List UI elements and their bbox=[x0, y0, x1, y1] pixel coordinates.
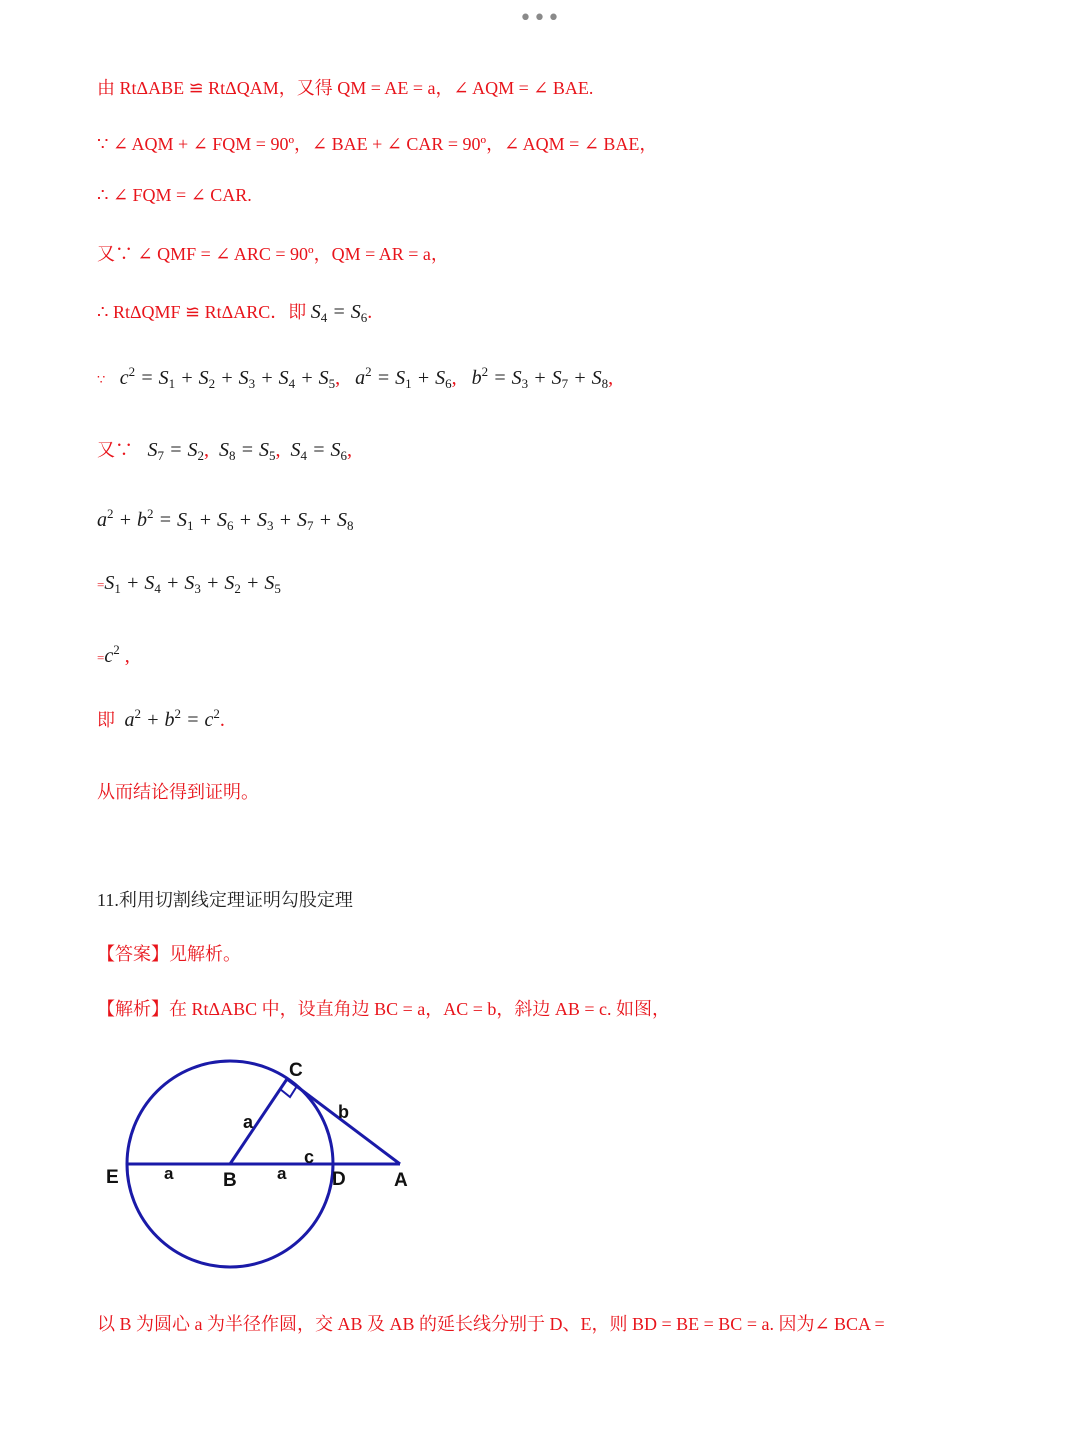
more-dots-icon[interactable]: ••• bbox=[519, 6, 561, 31]
label-c-point: C bbox=[289, 1060, 303, 1081]
because-symbol: ∵ bbox=[97, 372, 106, 387]
proof-line-5 bbox=[97, 298, 372, 326]
label-a-side-bc: a bbox=[243, 1112, 254, 1132]
construction-line: 以 B 为圆心 a 为半径作圆，交 AB 及 AB 的延长线分别于 D、E，则 BD = BE = BC = a. 因为∠ BCA = bbox=[97, 1314, 885, 1334]
label-b-side: b bbox=[338, 1102, 349, 1122]
label-d-point: D bbox=[332, 1169, 346, 1190]
segment-bc bbox=[230, 1079, 287, 1164]
again-because: 又∵ bbox=[97, 440, 133, 460]
proof-line-4: 又∵ ∠ QMF = ∠ ARC = 90º，QM = AR = a， bbox=[97, 244, 449, 264]
label-b-point: B bbox=[223, 1170, 237, 1191]
label-a-eb: a bbox=[164, 1164, 174, 1183]
proof-line-11 bbox=[97, 706, 225, 732]
proof-line-9 bbox=[97, 572, 281, 597]
proof-line-10 bbox=[97, 642, 130, 668]
label-c-side: c bbox=[304, 1147, 315, 1167]
label-e-point: E bbox=[106, 1167, 119, 1188]
proof-line-2: ∵ ∠ AQM + ∠ FQM = 90º，∠ BAE + ∠ CAR = 90º，∠ AQM = ∠ BAE， bbox=[97, 134, 658, 154]
proof-line-7 bbox=[97, 436, 352, 464]
label-a-point: A bbox=[394, 1170, 408, 1191]
congruence-conclusion: ∴ RtΔQMF ≌ RtΔARC．即 bbox=[97, 302, 307, 322]
equation-area-equalities: $S_7 = S_2$, $S_8 = S_5$, $S_4 = S_6$, bbox=[137, 439, 352, 463]
equation-substituted-sum: $S_1 + S_4 + S_3 + S_2 + S_5$ bbox=[104, 572, 281, 596]
equation-pythagorean: $a^2 + b^2 = c^2$. bbox=[119, 706, 225, 731]
answer-line: 【答案】见解析。 bbox=[97, 944, 241, 964]
analysis-line: 【解析】在 RtΔABC 中，设直角边 BC = a，AC = b，斜边 AB = c. 如图， bbox=[97, 999, 671, 1019]
proof-line-6 bbox=[97, 364, 613, 392]
label-a-bd: a bbox=[277, 1164, 287, 1183]
equation-c-squared: $c^2 = S_1 + S_2 + S_3 + S_4 + S_5$, $a^2 = S_1 + S_6$, $b^2 = S_3 + S_7 + S_8$, bbox=[109, 364, 614, 391]
proof-line-8 bbox=[97, 506, 354, 534]
equation-s4-s6: $S_4 = S_6$. bbox=[310, 301, 373, 325]
conclusion-line: 从而结论得到证明。 bbox=[97, 782, 259, 802]
proof-line-1: 由 RtΔABE ≌ RtΔQAM，又得 QM = AE = a，∠ AQM = ∠ BAE. bbox=[97, 78, 594, 98]
namely-word: 即 bbox=[97, 710, 115, 730]
proof-line-3: ∴ ∠ FQM = ∠ CAR. bbox=[97, 185, 252, 205]
question-11-title: 11.利用切割线定理证明勾股定理 bbox=[97, 890, 353, 910]
equals-symbol: = bbox=[97, 577, 105, 592]
equation-c-squared-result: $c^2$ , bbox=[104, 642, 130, 667]
circle-tangent-figure bbox=[98, 1052, 428, 1274]
equation-a2-b2-sum: $a^2 + b^2 = S_1 + S_6 + S_3 + S_7 + S_8$ bbox=[97, 506, 354, 533]
equals-symbol: = bbox=[97, 650, 105, 665]
